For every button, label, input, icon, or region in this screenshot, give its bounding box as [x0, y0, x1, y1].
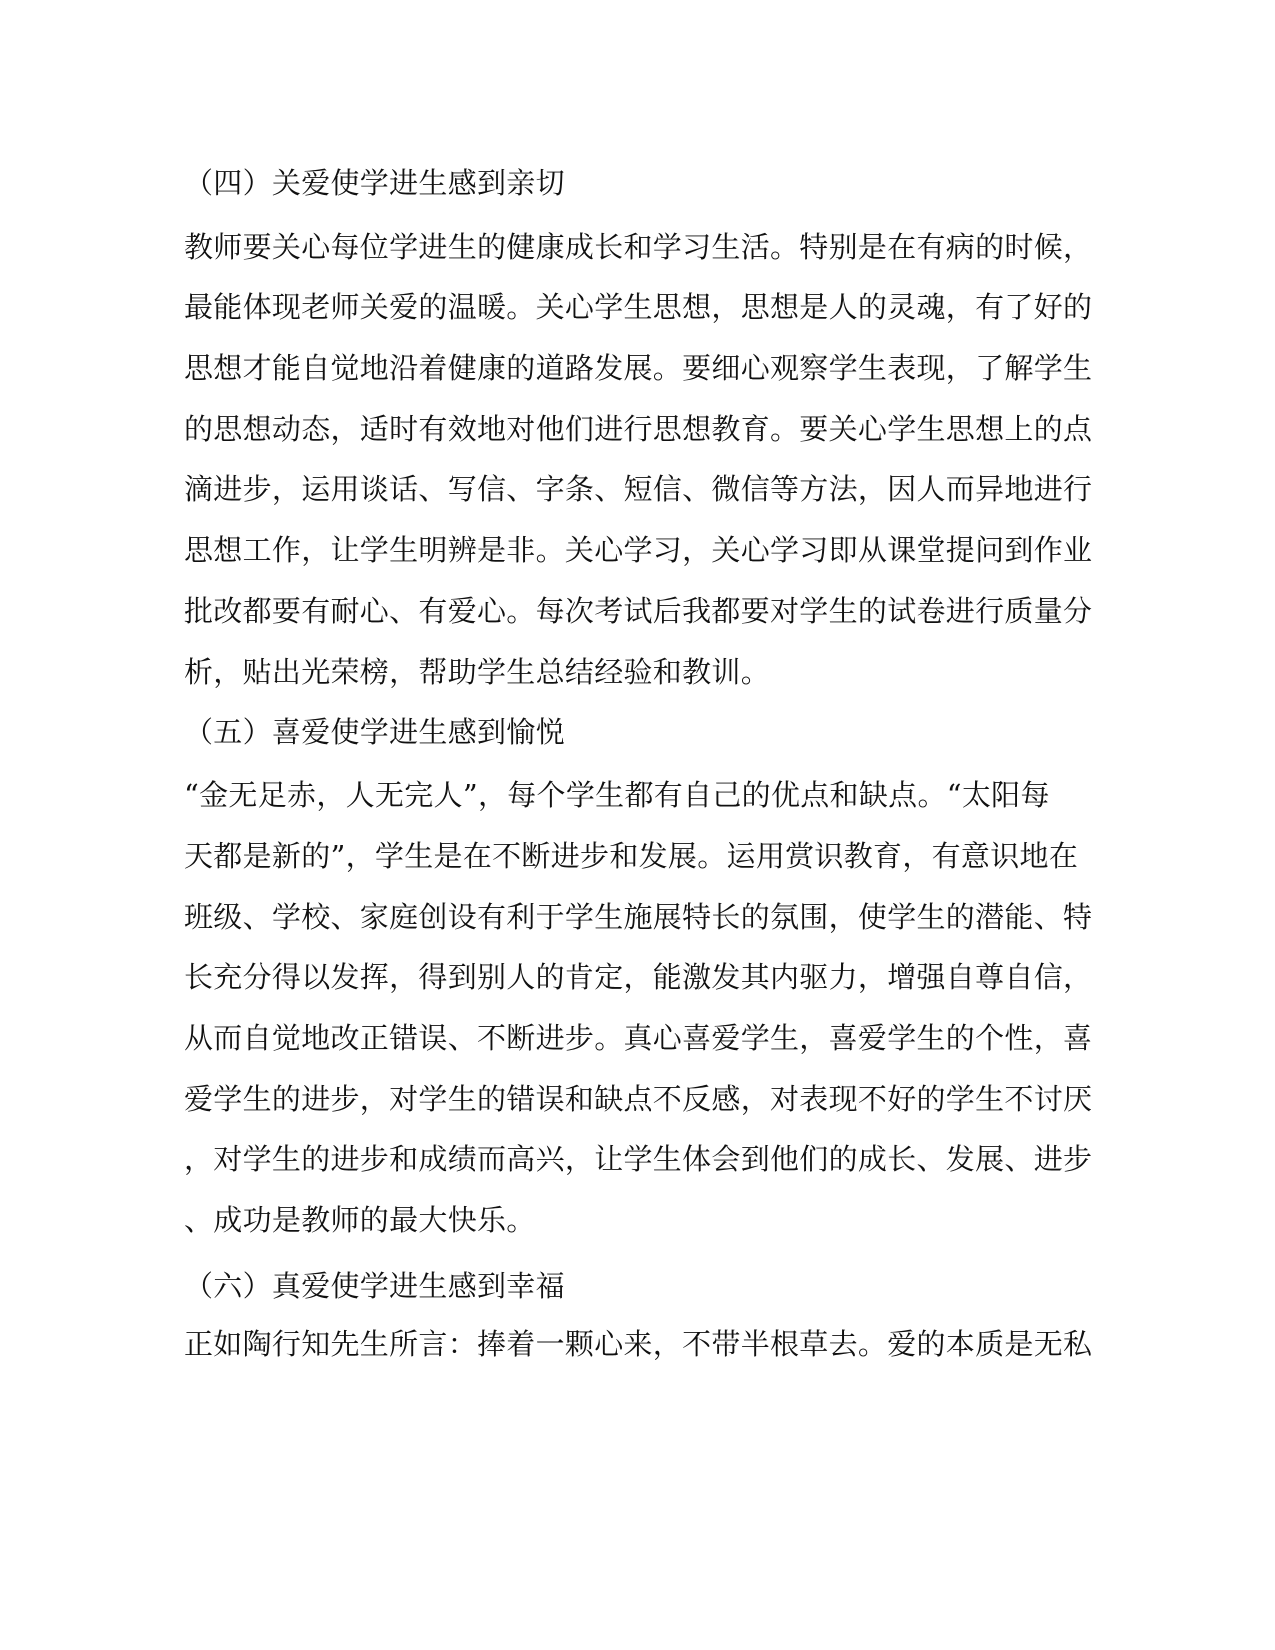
paragraph-line: 滴进步，运用谈话、写信、字条、短信、微信等方法，因人而异地进行	[184, 472, 1093, 506]
paragraph-line: 正如陶行知先生所言：捧着一颗心来，不带半根草去。爱的本质是无私	[184, 1327, 1093, 1361]
section-heading-4: （四）关爱使学进生感到亲切	[184, 166, 565, 200]
paragraph-line: 思想工作，让学生明辨是非。关心学习，关心学习即从课堂提问到作业	[184, 533, 1093, 567]
paragraph-line: 班级、学校、家庭创设有利于学生施展特长的氛围，使学生的潜能、特	[184, 900, 1093, 934]
section-heading-5: （五）喜爱使学进生感到愉悦	[184, 715, 565, 749]
paragraph-line: 天都是新的”，学生是在不断进步和发展。运用赏识教育，有意识地在	[184, 839, 1079, 873]
paragraph-line: 的思想动态，适时有效地对他们进行思想教育。要关心学生思想上的点	[184, 412, 1093, 446]
section-heading-6: （六）真爱使学进生感到幸福	[184, 1269, 565, 1303]
paragraph-line: 最能体现老师关爱的温暖。关心学生思想，思想是人的灵魂，有了好的	[184, 290, 1093, 324]
paragraph-line: “金无足赤，人无完人”，每个学生都有自己的优点和缺点。“太阳每	[184, 778, 1050, 812]
paragraph-line: 思想才能自觉地沿着健康的道路发展。要细心观察学生表现，了解学生	[184, 351, 1093, 385]
paragraph-line: 爱学生的进步，对学生的错误和缺点不反感，对表现不好的学生不讨厌	[184, 1082, 1093, 1116]
paragraph-line: 长充分得以发挥，得到别人的肯定，能激发其内驱力，增强自尊自信，	[184, 960, 1093, 994]
paragraph-line: 析，贴出光荣榜，帮助学生总结经验和教训。	[184, 655, 771, 689]
paragraph-line: ，对学生的进步和成绩而高兴，让学生体会到他们的成长、发展、进步	[184, 1142, 1093, 1176]
paragraph-line: 批改都要有耐心、有爱心。每次考试后我都要对学生的试卷进行质量分	[184, 594, 1093, 628]
paragraph-line: 教师要关心每位学进生的健康成长和学习生活。特别是在有病的时候，	[184, 230, 1093, 264]
paragraph-line: 、成功是教师的最大快乐。	[184, 1203, 536, 1237]
paragraph-line: 从而自觉地改正错误、不断进步。真心喜爱学生，喜爱学生的个性，喜	[184, 1021, 1093, 1055]
